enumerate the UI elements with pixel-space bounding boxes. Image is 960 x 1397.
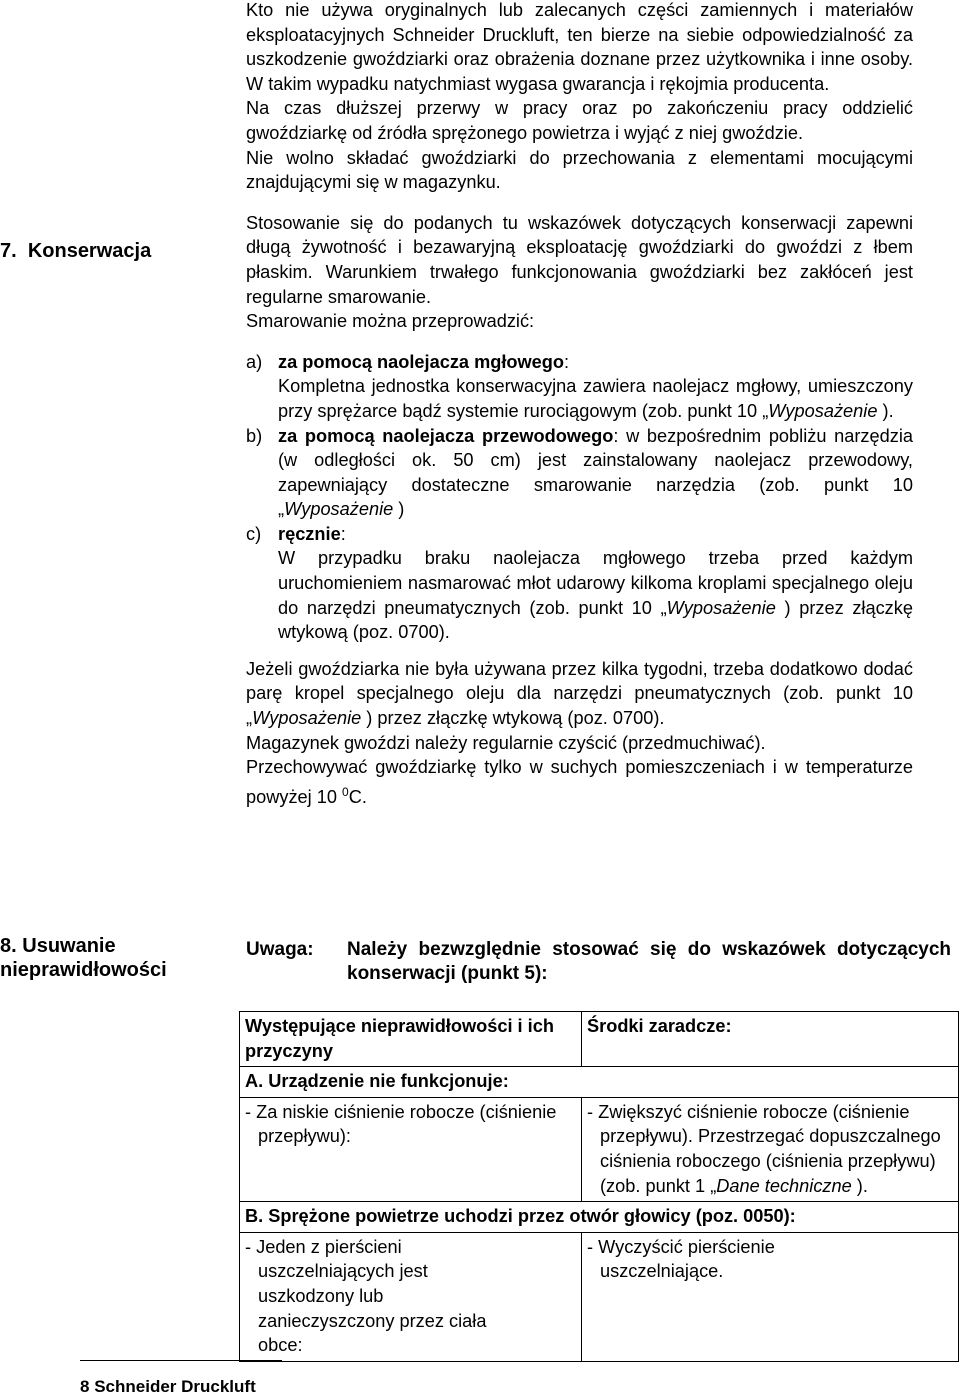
paragraph-store-dry (246, 755, 913, 809)
warning-note (246, 938, 951, 986)
group-b-cause: - Jeden z pierścieni uszczelniających jest uszkodzony lub zanieczyszczony przez ciała obce: (245, 1236, 487, 1356)
p8-unit: C. (348, 786, 367, 807)
group-b-title-row (240, 1202, 959, 1233)
paragraph-lubrication-intro: Stosowanie się do podanych tu wskazówek dotyczących konserwacji zapewni długą żywotność i bezawaryjną eksploatację gwoździarki do gwoździ z łbem płaskim. Warunkiem trwałego funkcjonowania gwoździarki bez zakłóceń jest regularne smarowanie. (246, 212, 913, 307)
list-label-b: b) (246, 425, 263, 446)
list-item-c: c) ręcznie: W przypadku braku naolejacza mgłowego trzeba przed każdym uruchomieniem nasmarować młot udarowy kilkoma kroplami specjalnego oleju do narzędzi pneumatycznych (zob. punkt 10 „Wyposażenie ) przez złączkę wtykową (poz. 0700). (246, 522, 913, 645)
troubleshooting-table (239, 1011, 959, 1362)
p6-tail: ) przez złączkę wtykową (poz. 0700). (361, 708, 665, 729)
group-a-remedy-text: - Zwiększyć ciśnienie robocze (ciśnienie przepływu). Przestrzegać dopuszczalnego ciśnienia roboczego (ciśnienia przepływu) (zob. punkt 1 (587, 1101, 941, 1196)
section-7-heading (0, 239, 151, 263)
group-a-remedy-ref: Dane techniczne (716, 1175, 852, 1196)
section-7-title: Konserwacja (27, 240, 152, 262)
list-text-c: W przypadku braku naolejacza mgłowego trzeba przed każdym uruchomieniem nasmarować młot udarowy kilkoma kroplami specjalnego oleju do narzędzi pneumatycznych (zob. punkt 10 (278, 548, 913, 618)
page-number: 8 (80, 1377, 90, 1396)
list-label-a: a) (246, 351, 263, 372)
section-8-title-line1: Usuwanie (22, 935, 116, 957)
group-a-cause: - Za niskie ciśnienie robocze (ciśnienie przepływu): (245, 1101, 557, 1147)
paragraph-magazine-clean: Magazynek gwoździ należy regularnie czyścić (przedmuchiwać). (246, 732, 766, 753)
header-remedy: Środki zaradcze: (582, 1012, 959, 1067)
footer-company: Schneider Druckluft (94, 1377, 256, 1396)
list-colon-c: : (340, 523, 346, 544)
list-title-b: za pomocą naolejacza przewodowego (278, 425, 614, 446)
group-b-title: B. Sprężone powietrze uchodzi przez otwór głowicy (poz. 0050): (240, 1202, 959, 1233)
conservation-text (246, 0, 913, 809)
paragraph-lubrication-methods: Smarowanie można przeprowadzić: (246, 311, 535, 332)
list-tail-b: ) (393, 499, 405, 520)
p6-text: Jeżeli gwoździarka nie była używana przez kilka tygodni, trzeba dodatkowo dodać parę kropel specjalnego oleju dla narzędzi pneumatycznych (zob. punkt 10 (246, 658, 913, 704)
list-title-a: za pomocą naolejacza mgłowego (278, 351, 565, 372)
list-text-b: : w bezpośrednim pobliżu narzędzia (w odległości ok. 50 cm) jest zainstalowany naolejacz przewodowy, zapewniający dostateczne smarowanie narzędzia (zob. punkt 10 (278, 425, 913, 495)
group-b-remedy: - Wyczyścić pierścienie uszczelniające. (587, 1236, 775, 1282)
p8-sup: 0 (342, 784, 349, 799)
table-header-row (240, 1012, 959, 1067)
list-ref-b: Wyposażenie (284, 499, 394, 520)
list-colon-a: : (564, 351, 570, 372)
p6-ref: Wyposażenie (252, 708, 362, 729)
list-text-a: Kompletna jednostka konserwacyjna zawiera naolejacz mgłowy, umieszczony przy sprężarce bądź systemie rurociągowym (zob. punkt 10 (278, 376, 913, 421)
paragraph-disconnect: Na czas dłuższej przerwy w pracy oraz po zakończeniu pracy oddzielić gwoździarkę od źródła sprężonego powietrza i wyjąć z niej gwoździe. (246, 98, 913, 143)
table-row (240, 1232, 959, 1361)
section-8-title-line2: nieprawidłowości (0, 959, 167, 981)
group-a-title: A. Urządzenie nie funkcjonuje: (240, 1067, 959, 1098)
list-item-a: a) za pomocą naolejacza mgłowego: Kompletna jednostka konserwacyjna zawiera naolejacz mgłowy, umieszczony przy sprężarce bądź systemie rurociągowym (zob. punkt 10 „Wyposażenie ). (246, 350, 913, 424)
p8-text: Przechowywać gwoździarkę tylko w suchych pomieszczeniach i w temperaturze powyżej 10 (246, 757, 913, 807)
group-a-title-row (240, 1067, 959, 1098)
footer-rule (80, 1360, 282, 1361)
list-label-c: c) (246, 523, 262, 544)
list-ref-c: Wyposażenie (666, 597, 776, 618)
group-a-remedy: - Zwiększyć ciśnienie robocze (ciśnienie przepływu). Przestrzegać dopuszczalnego ciśnienia roboczego (ciśnienia przepływu) (zob. punkt 1 „Dane techniczne ). (587, 1101, 941, 1196)
warning-text: Należy bezwzględnie stosować się do wskazówek dotyczących konserwacji (punkt 5): (347, 939, 951, 984)
list-title-c: ręcznie (278, 523, 341, 544)
paragraph-unused-oil: Jeżeli gwoździarka nie była używana przez kilka tygodni, trzeba dodatkowo dodać parę kropel specjalnego oleju dla narzędzi pneumatycznych (zob. punkt 10 „Wyposażenie ) przez złączkę wtykową (poz. 0700). (246, 658, 913, 729)
list-tail-c: ) przez złączkę wtykową (poz. 0700). (278, 597, 913, 643)
warning-label: Uwaga: (246, 939, 314, 960)
header-cause: Występujące nieprawidłowości i ich przyczyny (240, 1012, 582, 1067)
section-7-number: 7. (0, 240, 17, 262)
table-row (240, 1097, 959, 1201)
section-8-heading (0, 934, 200, 982)
group-a-remedy-tail: ). (851, 1175, 868, 1196)
paragraph-storage-nails: Nie wolno składać gwoździarki do przechowania z elementami mocującymi znajdującymi się w magazynku. (246, 147, 913, 193)
list-item-b: b) za pomocą naolejacza przewodowego: w bezpośrednim pobliżu narzędzia (w odległości ok. 50 cm) jest zainstalowany naolejacz przewodowy, zapewniający dostateczne smarowanie narzędzia (zob. punkt 10 „Wyposażenie ) (246, 424, 913, 522)
section-8-number: 8. (0, 935, 17, 957)
paragraph-warranty: Kto nie używa oryginalnych lub zalecanych części zamiennych i materiałów eksploatacyjnych Schneider Druckluft, ten bierze na siebie odpowiedzialność za uszkodzenie gwoździarki oraz obrażenia doznane przez użytkownika i inne osoby. W takim wypadku natychmiast wygasa gwarancja i rękojmia producenta. (246, 0, 913, 94)
page-footer (80, 1377, 256, 1397)
list-ref-a: Wyposażenie (768, 400, 878, 421)
list-tail-a: ). (877, 400, 894, 421)
